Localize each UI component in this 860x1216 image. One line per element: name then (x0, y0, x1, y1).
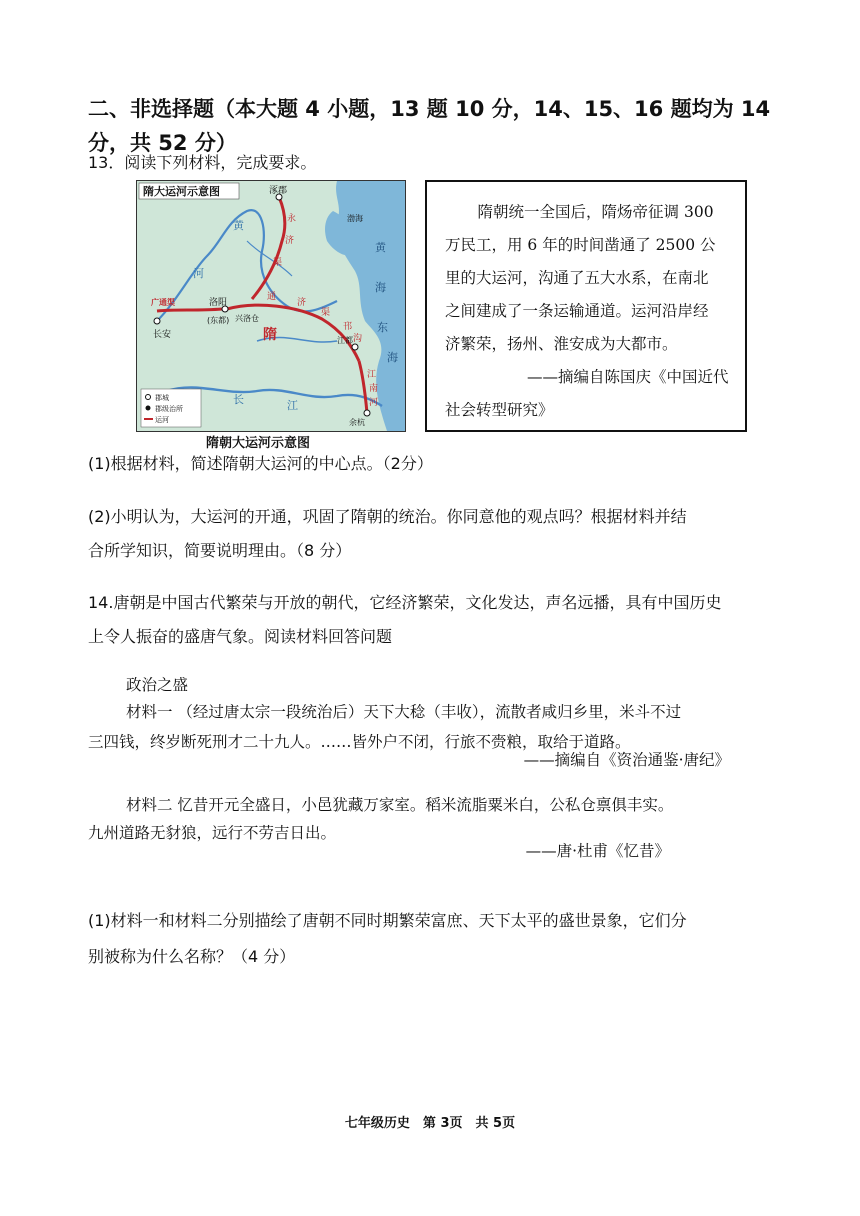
map-label-yuhang: 余杭 (349, 418, 365, 427)
map-label-canal-ji: 济 (285, 236, 295, 246)
material-line: 隋朝统一全国后，隋炀帝征调 300 (477, 203, 714, 221)
legend-capital: 郡级治所 (155, 405, 183, 413)
q14-intro-line1: 14.唐朝是中国古代繁荣与开放的朝代，它经济繁荣，文化发达，声名远播，具有中国历史 (88, 593, 722, 612)
material-line: 里的大运河，沟通了五大水系，在南北 (445, 269, 709, 287)
material-line: 之间建成了一条运输通道。运河沿岸经 (445, 302, 709, 320)
map-label-canal-qu: 渠 (273, 258, 283, 268)
q14-sub1-line1: (1)材料一和材料二分别描绘了唐朝不同时期繁荣富庶、天下太平的盛世景象，它们分 (88, 911, 687, 930)
legend-canal: 运河 (155, 416, 169, 424)
map-label-guangtong: 广通渠 (151, 298, 175, 307)
section-title: 二、非选择题（本大题 4 小题，13 题 10 分，14、15、16 题均为 14 分，共 52 分） (88, 97, 771, 155)
map-label-jiangdu: 江都 (337, 336, 353, 345)
q14-material1-line2: 三四钱，终岁断死刑才二十九人。……皆外户不闭，行旅不赍粮，取给于道路。 (88, 733, 631, 751)
map-label-zhuojun: 涿郡 (269, 186, 288, 196)
material-source-cont: 社会转型研究》 (445, 401, 554, 419)
map-label-sea-huang: 黄 (375, 241, 386, 254)
material-source: ——摘编自陈国庆《中国近代 (527, 368, 729, 386)
map-label-changan: 长安 (153, 330, 172, 340)
map-label-canal-nan: 南 (369, 384, 379, 394)
map-label-bohai: 渤海 (347, 214, 363, 223)
map-label-canal-han: 邗 (343, 322, 353, 332)
q14-material2-line2: 九州道路无豺狼，远行不劳吉日出。 (88, 824, 337, 842)
map-title: 隋大运河示意图 (143, 185, 220, 198)
map-label-canal-ji2: 济 (297, 298, 307, 308)
material-paragraph (445, 196, 731, 361)
material-line: 万民工，用 6 年的时间凿通了 2500 公 (445, 236, 716, 254)
map-label-sea-dong: 东 (377, 321, 388, 334)
map-label-canal-tong: 通 (267, 292, 277, 302)
map-svg (137, 181, 405, 431)
material-line: 济繁荣，扬州、淮安成为大都市。 (445, 335, 678, 353)
legend-city: 郡城 (155, 394, 169, 402)
map-label-canal-yong: 永 (287, 214, 297, 224)
map-label-river-huang: 黄 (233, 219, 244, 232)
map-label-luoyang: 洛阳 (209, 298, 228, 308)
q14-material2-source: ——唐·杜甫《忆昔》 (525, 842, 670, 860)
guangtong-canal (157, 309, 222, 311)
legend-city-icon (146, 395, 151, 400)
q13-sub2-line2: 合所学知识，简要说明理由。（8 分） (88, 541, 352, 560)
map-label-sui: 隋 (263, 327, 277, 343)
material-box (425, 180, 747, 432)
map-label-xingluocang: 兴洛仓 (235, 314, 259, 323)
map-label-canal-jiang: 江 (367, 370, 377, 380)
yuhang-marker (364, 410, 370, 416)
map-label-dongdu: (东都) (207, 316, 230, 325)
map-caption: 隋朝大运河示意图 (206, 436, 311, 451)
map-label-canal-he: 河 (369, 398, 379, 408)
map-label-canal-qu2: 渠 (321, 308, 331, 318)
map-label-sea-hai2: 海 (387, 351, 398, 364)
q14-material2-line1: 材料二 忆昔开元全盛日，小邑犹藏万家室。稻米流脂粟米白，公私仓禀俱丰实。 (126, 796, 674, 814)
q14-sub1-line2: 别被称为什么名称？（4 分） (88, 947, 296, 966)
jiangnan-canal (359, 361, 367, 413)
page-footer: 七年级历史 第 3页 共 5页 (344, 1116, 516, 1131)
politics-heading: 政治之盛 (126, 676, 189, 694)
changan-marker (154, 318, 160, 324)
grand-canal-map (136, 180, 406, 432)
q13-sub1: (1)根据材料，简述隋朝大运河的中心点。（2分） (88, 454, 433, 473)
map-label-sea-hai: 海 (375, 281, 386, 294)
question-13-intro: 13．阅读下列材料，完成要求。 (88, 153, 317, 172)
map-label-canal-gou: 沟 (353, 334, 363, 344)
map-label-river-chang: 长 (233, 393, 244, 406)
q13-sub2-line1: (2)小明认为，大运河的开通，巩固了隋朝的统治。你同意他的观点吗？根据材料并结 (88, 507, 687, 526)
legend-capital-icon (146, 406, 151, 411)
q14-material1-source: ——摘编自《资治通鉴·唐纪》 (523, 751, 730, 769)
q14-material1-line1: 材料一 （经过唐太宗一段统治后）天下大稔（丰收），流散者咸归乡里，米斗不过 (126, 703, 682, 721)
map-label-river-jiang: 江 (287, 399, 298, 412)
map-label-river-he: 河 (193, 267, 204, 280)
q14-intro-line2: 上令人振奋的盛唐气象。阅读材料回答问题 (88, 627, 393, 646)
